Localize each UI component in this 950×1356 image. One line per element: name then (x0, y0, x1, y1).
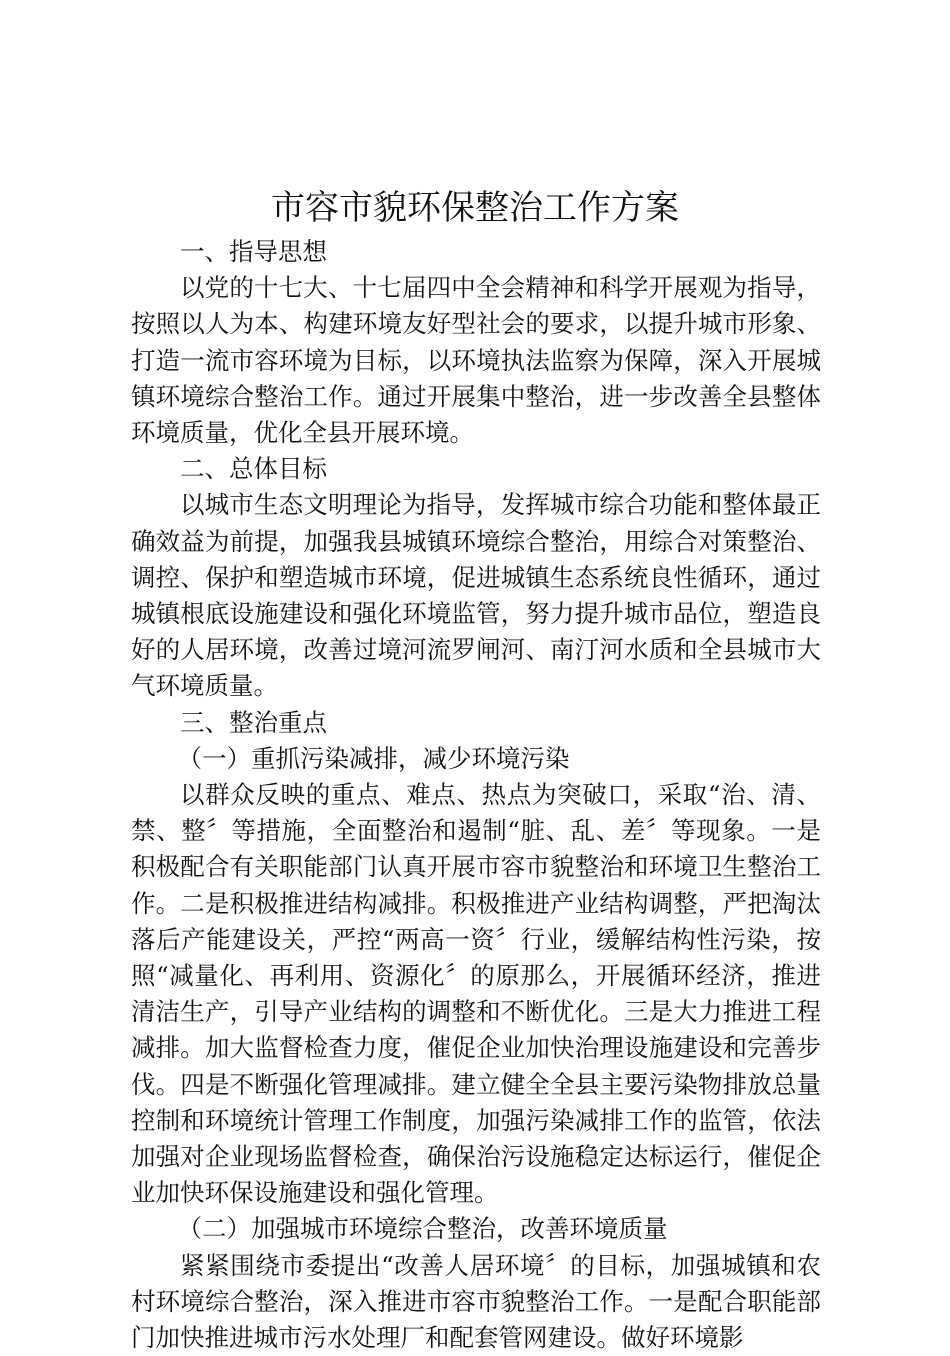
paragraph-pollution-reduction: 以群众反映的重点、难点、热点为突破口，采取“治、清、禁、整〞等措施，全面整治和遏制“脏、乱、差〞等现象。一是积极配合有关职能部门认真开展市容市貌整治和环境卫生整治工作。二是积极推进结构减排。积极推进产业结构调整，严把淘汰落后产能建设关，严控“两高一资〞行业，缓解结构性污染，按照“减量化、再利用、资源化〞的原那么，开展循环经济，推进清洁生产，引导产业结构的调整和不断优化。三是大力推进工程减排。加大监督检查力度，催促企业加快治理设施建设和完善步伐。四是不断强化管理减排。建立健全全县主要污染物排放总量控制和环境统计管理工作制度，加强污染减排工作的监管，依法加强对企业现场监督检查，确保治污设施稳定达标运行，催促企业加快环保设施建设和强化管理。 (131, 780, 821, 1208)
section-heading-guiding-ideology: 一、指导思想 (180, 237, 327, 266)
section-heading-overall-goal: 二、总体目标 (180, 454, 327, 484)
subheading-pollution-reduction: （一）重抓污染减排，减少环境污染 (177, 743, 570, 773)
document-body (131, 234, 821, 1356)
section-heading-key-tasks: 三、整治重点 (180, 707, 327, 737)
paragraph-environment-improvement: 紧紧围绕市委提出“改善人居环境〞的目标，加强城镇和农村环境综合整治，深入推进市容市貌整治工作。一是配合职能部门加快推进城市污水处理厂和配套管网建设。做好环境影 (131, 1250, 821, 1353)
paragraph-overall-goal: 以城市生态文明理论为指导，发挥城市综合功能和整体最正确效益为前提，加强我县城镇环境综合整治，用综合对策整治、调控、保护和塑造城市环境，促进城镇生态系统良性循环，通过城镇根底设施建设和强化环境监管，努力提升城市品位，塑造良好的人居环境，改善过境河流罗闸河、南汀河水质和全县城市大气环境质量。 (131, 490, 821, 701)
document-title: 市容市貌环保整治工作方案 (271, 188, 679, 228)
subheading-environment-improvement: （二）加强城市环境综合整治，改善环境质量 (177, 1214, 668, 1244)
paragraph-guiding-ideology: 以党的十七大、十七届四中全会精神和科学开展观为指导，按照以人为本、构建环境友好型社会的要求，以提升城市形象、打造一流市容环境为目标，以环境执法监察为保障，深入开展城镇环境综合整治工作。通过开展集中整治，进一步改善全县整体环境质量，优化全县开展环境。 (131, 273, 821, 448)
